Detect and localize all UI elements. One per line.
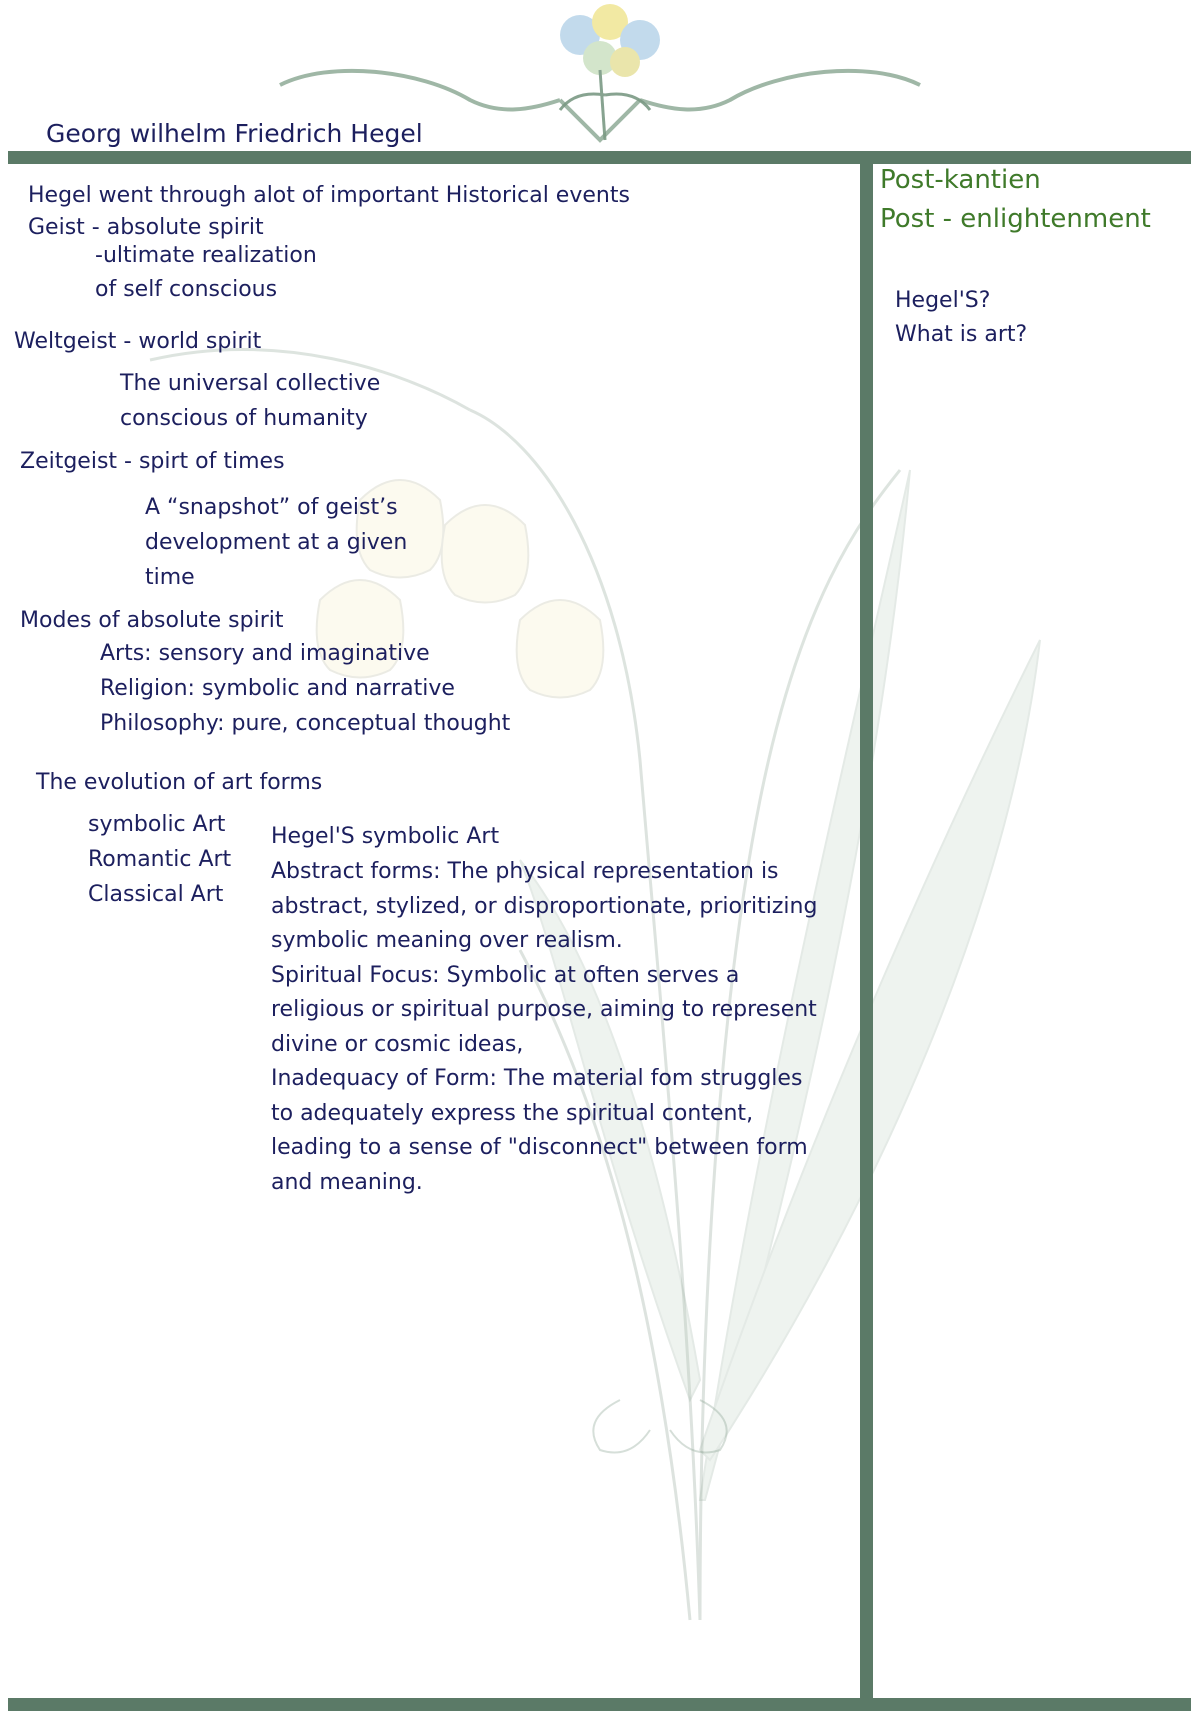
question-what-is-art: What is art? [895,322,1028,347]
zeitgeist-line: A “snapshot” of geist’s [145,495,398,520]
question-hegels: Hegel'S? [895,288,991,313]
modes-term: Modes of absolute spirit [20,608,284,633]
symbolic-art-line: to adequately express the spiritual content, [271,1101,754,1126]
symbolic-art-line: symbolic meaning over realism. [271,928,623,953]
art-form-item: Romantic Art [88,847,232,872]
weltgeist-line: The universal collective [120,371,381,396]
tag-post-kantien: Post-kantien [880,165,1041,195]
symbolic-art-line: abstract, stylized, or disproportionate, prioritizing [271,894,818,919]
geist-line: -ultimate realization [95,243,317,268]
header-rule [8,151,1191,164]
modes-line: Arts: sensory and imaginative [100,641,430,666]
weltgeist-line: conscious of humanity [120,406,368,431]
modes-line: Religion: symbolic and narrative [100,676,455,701]
symbolic-art-line: and meaning. [271,1170,423,1195]
zeitgeist-line: time [145,565,195,590]
modes-line: Philosophy: pure, conceptual thought [100,711,511,736]
symbolic-art-line: leading to a sense of "disconnect" between form [271,1135,808,1160]
symbolic-art-line: Abstract forms: The physical representation is [271,859,779,884]
symbolic-art-line: religious or spiritual purpose, aiming to represent [271,997,817,1022]
symbolic-art-line: Spiritual Focus: Symbolic at often serves a [271,963,740,988]
intro-line: Hegel went through alot of important Historical events [28,183,630,208]
art-form-item: Classical Art [88,882,224,907]
evolution-term: The evolution of art forms [36,770,323,795]
footer-rule [8,1698,1191,1711]
zeitgeist-line: development at a given [145,530,408,555]
weltgeist-term: Weltgeist - world spirit [14,329,262,354]
geist-line: of self conscious [95,277,278,302]
column-divider [860,151,873,1711]
symbolic-art-line: divine or cosmic ideas, [271,1032,524,1057]
top-flower [560,4,660,140]
page-title: Georg wilhelm Friedrich Hegel [46,119,423,148]
symbolic-art-heading: Hegel'S symbolic Art [271,824,500,849]
art-form-item: symbolic Art [88,812,226,837]
zeitgeist-term: Zeitgeist - spirt of times [20,449,285,474]
geist-term: Geist - absolute spirit [28,215,264,240]
symbolic-art-line: Inadequacy of Form: The material fom struggles [271,1066,803,1091]
tag-post-enlightenment: Post - enlightenment [880,204,1151,234]
